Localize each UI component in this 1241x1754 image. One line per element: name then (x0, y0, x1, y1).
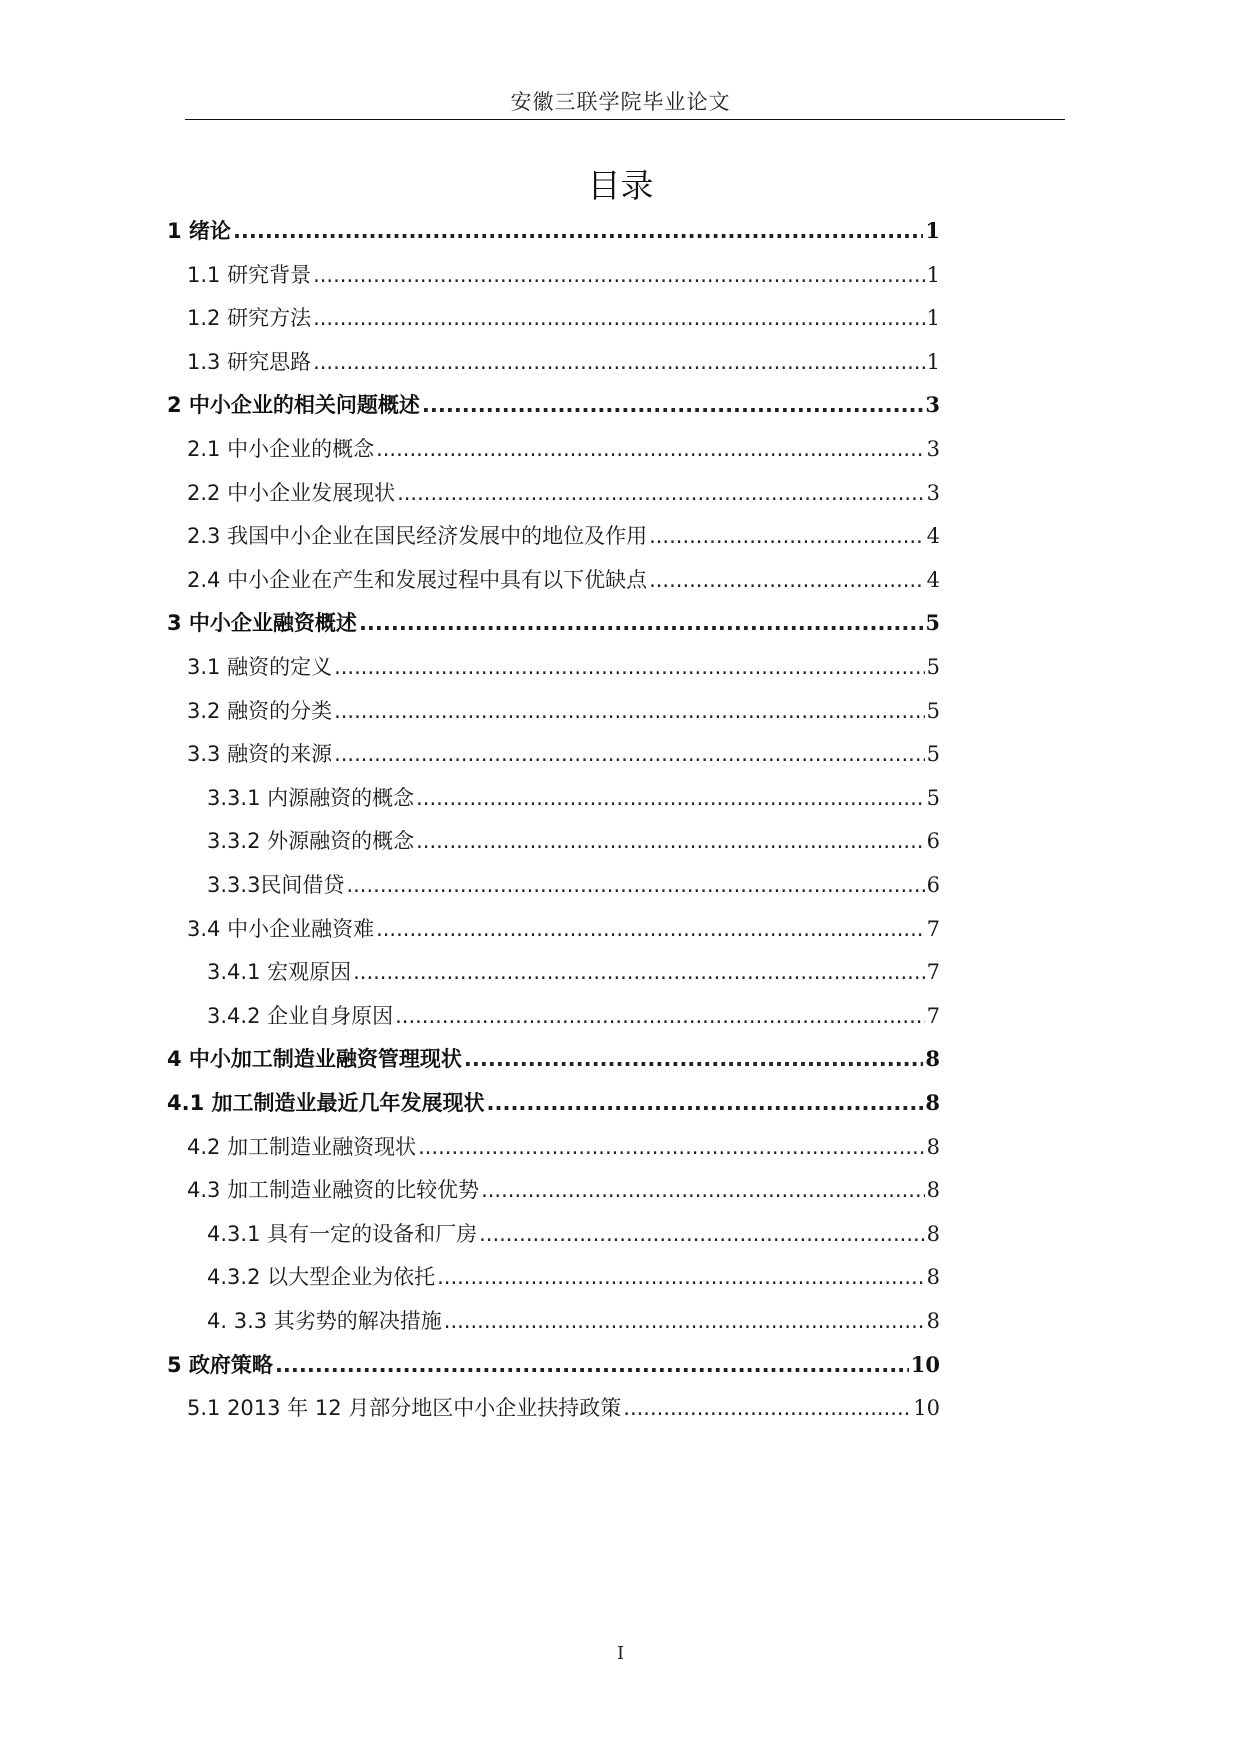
toc-entry-page: 3 (926, 437, 940, 461)
toc-entry[interactable] (187, 734, 940, 774)
toc-entry-page: 1 (926, 306, 940, 331)
toc-entry-label: 5.1 2013 年 12 月部分地区中小企业扶持政策 (187, 1396, 622, 1421)
dot-leader (649, 560, 925, 600)
toc-entry-page: 6 (926, 873, 940, 897)
toc-entry-label: 3.1 融资的定义 (187, 655, 333, 679)
toc-entry[interactable] (187, 1170, 940, 1210)
toc-entry-page: 4 (926, 524, 940, 549)
toc-entry-page: 1 (926, 349, 940, 374)
dot-leader (346, 865, 924, 905)
toc-entry-page: 3 (925, 392, 940, 418)
toc-entry-page: 6 (926, 829, 940, 854)
toc-entry-label: 2 中小企业的相关问题概述 (167, 393, 420, 418)
dot-leader (444, 1301, 925, 1341)
toc-entry-label: 2.4 中小企业在产生和发展过程中具有以下优缺点 (187, 567, 648, 592)
toc-entry-page: 1 (925, 218, 940, 243)
running-header: 安徽三联学院毕业论文 (510, 90, 731, 114)
toc-entry-label: 4. 3.3 其劣势的解决措施 (207, 1309, 442, 1333)
toc-entry[interactable] (207, 821, 940, 861)
header-rule (185, 119, 1065, 120)
toc-entry-page: 8 (926, 1309, 940, 1333)
dot-leader (334, 734, 925, 774)
toc-entry[interactable] (207, 865, 940, 905)
toc-entry-label: 3.4.1 宏观原因 (207, 960, 352, 985)
dot-leader (487, 1083, 924, 1123)
toc-entry-label: 3.4.2 企业自身原因 (207, 1003, 394, 1028)
toc-entry-page: 5 (925, 610, 940, 636)
toc-entry[interactable] (167, 603, 940, 643)
toc-entry-label: 4.3.2 以大型企业为依托 (207, 1265, 436, 1290)
toc-entry-label: 1 绪论 (167, 219, 231, 243)
dot-leader (233, 211, 923, 251)
dot-leader (649, 516, 925, 556)
toc-entry-label: 1.2 研究方法 (187, 306, 312, 331)
toc-title: 目录 (587, 166, 654, 205)
dot-leader (481, 1170, 925, 1210)
toc-entry-label: 3.2 融资的分类 (187, 698, 333, 723)
toc-entry[interactable] (187, 429, 940, 469)
toc-entry-page: 3 (926, 480, 940, 505)
toc-entry[interactable] (207, 1214, 940, 1254)
toc-entry-label: 3.3 融资的来源 (187, 742, 333, 767)
toc-entry[interactable] (187, 647, 940, 687)
toc-entry[interactable] (187, 342, 940, 382)
page-number: I (616, 1643, 625, 1664)
toc-entry[interactable] (207, 778, 940, 818)
toc-entry[interactable] (167, 1039, 940, 1079)
toc-entry-page: 8 (926, 1134, 940, 1159)
toc-entry-page: 4 (926, 567, 940, 592)
toc-entry-label: 4.1 加工制造业最近几年发展现状 (167, 1091, 485, 1115)
toc-entry-label: 2.1 中小企业的概念 (187, 437, 375, 461)
toc-entry[interactable] (167, 385, 940, 425)
toc-entry-label: 5 政府策略 (167, 1352, 273, 1377)
toc-entry-page: 1 (926, 262, 940, 287)
dot-leader (479, 1214, 925, 1254)
dot-leader (464, 1039, 923, 1079)
toc-entry-label: 3.3.2 外源融资的概念 (207, 829, 415, 854)
toc-entry[interactable] (207, 996, 940, 1036)
dot-leader (395, 996, 925, 1036)
dot-leader (397, 473, 925, 513)
toc-entry-label: 3.3.1 内源融资的概念 (207, 785, 415, 810)
toc-entry[interactable] (187, 516, 940, 556)
dot-leader (313, 342, 925, 382)
dot-leader (359, 603, 923, 643)
toc-entry[interactable] (187, 473, 940, 513)
toc-entry-label: 3 中小企业融资概述 (167, 611, 357, 636)
toc-entry[interactable] (207, 952, 940, 992)
dot-leader (416, 821, 925, 861)
toc-entry-label: 4.2 加工制造业融资现状 (187, 1134, 417, 1159)
toc-entry-label: 4.3.1 具有一定的设备和厂房 (207, 1221, 478, 1246)
toc-entry-page: 8 (925, 1090, 940, 1115)
dot-leader (376, 909, 925, 949)
toc-entry-page: 8 (925, 1046, 940, 1072)
toc-entry-page: 7 (926, 960, 940, 985)
toc-entry[interactable] (187, 298, 940, 338)
dot-leader (437, 1257, 925, 1297)
dot-leader (416, 778, 925, 818)
toc-entry[interactable] (187, 1388, 940, 1428)
dot-leader (334, 691, 925, 731)
dot-leader (275, 1345, 909, 1385)
toc-entry-page: 10 (910, 1351, 940, 1377)
toc-entry[interactable] (187, 1127, 940, 1167)
toc-entry-page: 5 (926, 698, 940, 723)
toc-entry-label: 2.2 中小企业发展现状 (187, 480, 396, 505)
toc-entry[interactable] (207, 1301, 940, 1341)
toc-entry-page: 7 (926, 916, 940, 941)
toc-entry[interactable] (187, 691, 940, 731)
dot-leader (418, 1127, 925, 1167)
toc-entry-page: 10 (913, 1396, 940, 1421)
toc-entry-label: 3.4 中小企业融资难 (187, 916, 375, 941)
toc-entry-label: 3.3.3民间借贷 (207, 873, 345, 897)
dot-leader (422, 385, 923, 425)
dot-leader (353, 952, 925, 992)
toc-entry-label: 1.3 研究思路 (187, 349, 312, 374)
toc-entry[interactable] (187, 560, 940, 600)
toc-entry-page: 8 (926, 1178, 940, 1203)
toc-entry-page: 5 (926, 655, 940, 679)
toc-entry-page: 7 (926, 1003, 940, 1028)
toc-entry[interactable] (187, 909, 940, 949)
toc-entry[interactable] (167, 1083, 940, 1123)
toc-entry[interactable] (187, 255, 940, 295)
dot-leader (376, 429, 925, 469)
toc-entry-page: 5 (926, 742, 940, 767)
toc-entry-label: 4 中小加工制造业融资管理现状 (167, 1047, 462, 1072)
toc-entry-label: 2.3 我国中小企业在国民经济发展中的地位及作用 (187, 524, 648, 549)
toc-entry-page: 5 (926, 785, 940, 810)
toc-entry[interactable] (167, 1345, 940, 1385)
toc-entry-page: 8 (926, 1265, 940, 1290)
toc-entry[interactable] (167, 211, 940, 251)
dot-leader (313, 298, 925, 338)
toc-entry[interactable] (207, 1257, 940, 1297)
dot-leader (334, 647, 925, 687)
toc-entry-label: 4.3 加工制造业融资的比较优势 (187, 1178, 480, 1203)
toc-entry-page: 8 (926, 1221, 940, 1246)
dot-leader (313, 255, 925, 295)
dot-leader (623, 1388, 911, 1428)
toc-entry-label: 1.1 研究背景 (187, 262, 312, 287)
